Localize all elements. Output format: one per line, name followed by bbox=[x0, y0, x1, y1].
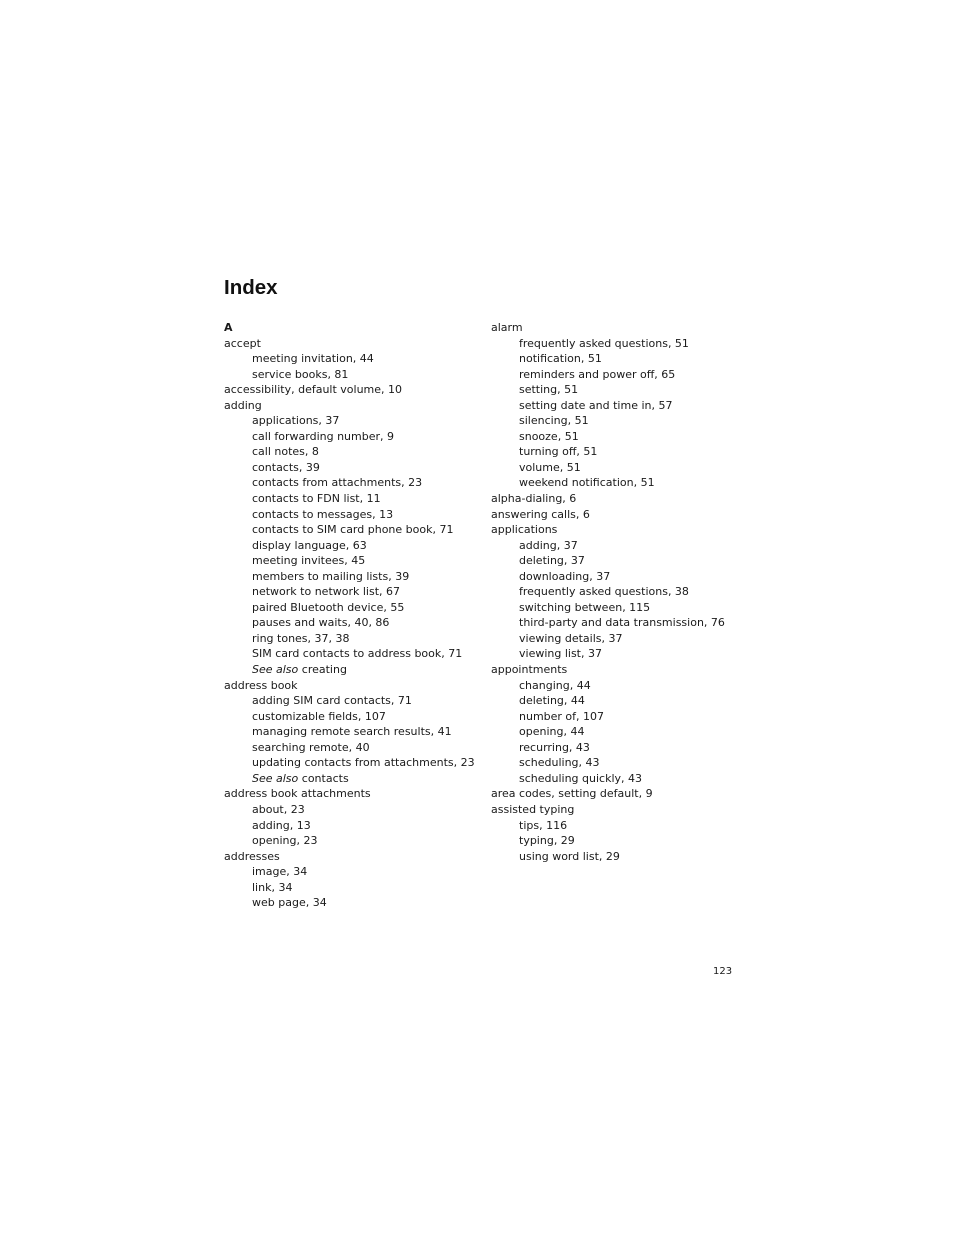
page-title: Index bbox=[224, 276, 278, 299]
index-sub-entry: snooze, 51 bbox=[519, 429, 579, 443]
index-sub-entry: contacts to FDN list, 11 bbox=[252, 492, 381, 506]
index-sub-entry: silencing, 51 bbox=[519, 414, 589, 428]
index-sub-entry: customizable fields, 107 bbox=[252, 709, 386, 723]
index-sub-entry: meeting invitees, 45 bbox=[252, 554, 366, 568]
index-sub-entry: notification, 51 bbox=[519, 352, 602, 366]
index-sub-entry: third-party and data transmission, 76 bbox=[519, 616, 725, 630]
index-sub-entry: about, 23 bbox=[252, 802, 305, 816]
index-sub-entry: setting date and time in, 57 bbox=[519, 398, 673, 412]
index-sub-entry: using word list, 29 bbox=[519, 849, 620, 863]
index-main-entry: accessibility, default volume, 10 bbox=[224, 383, 403, 397]
index-sub-entry: typing, 29 bbox=[519, 834, 575, 848]
see-also-label: See also bbox=[252, 771, 299, 785]
index-main-entry: alpha-dialing, 6 bbox=[491, 492, 577, 506]
index-main-entry: applications bbox=[491, 523, 558, 537]
index-sub-entry: viewing list, 37 bbox=[519, 647, 602, 661]
index-main-entry: appointments bbox=[491, 663, 568, 677]
index-sub-entry: adding, 13 bbox=[252, 818, 311, 832]
index-main-entry: accept bbox=[224, 336, 261, 350]
see-also-target: contacts bbox=[301, 771, 349, 785]
index-main-entry: addresses bbox=[224, 849, 280, 863]
index-sub-entry: frequently asked questions, 38 bbox=[519, 585, 689, 599]
index-column-right bbox=[491, 320, 751, 864]
index-sub-entry: paired Bluetooth device, 55 bbox=[252, 600, 405, 614]
index-see-also-entry bbox=[224, 662, 474, 678]
index-main-entry: adding bbox=[224, 398, 262, 412]
index-sub-entry: ring tones, 37, 38 bbox=[252, 631, 350, 645]
index-sub-entry: changing, 44 bbox=[519, 678, 591, 692]
index-main-entry: address book bbox=[224, 678, 298, 692]
index-sub-entry: volume, 51 bbox=[519, 460, 581, 474]
index-sub-entry: viewing details, 37 bbox=[519, 631, 623, 645]
index-sub-entry: scheduling quickly, 43 bbox=[519, 771, 643, 785]
index-sub-entry: meeting invitation, 44 bbox=[252, 352, 374, 366]
index-main-entry: area codes, setting default, 9 bbox=[491, 787, 653, 801]
index-sub-entry: deleting, 37 bbox=[519, 554, 585, 568]
index-main-entry: address book attachments bbox=[224, 787, 371, 801]
index-sub-entry: pauses and waits, 40, 86 bbox=[252, 616, 390, 630]
index-sub-entry: SIM card contacts to address book, 71 bbox=[252, 647, 463, 661]
index-sub-entry: call notes, 8 bbox=[252, 445, 319, 459]
index-sub-entry: searching remote, 40 bbox=[252, 740, 370, 754]
index-sub-entry: deleting, 44 bbox=[519, 694, 585, 708]
see-also-label: See also bbox=[252, 663, 299, 677]
index-sub-entry: network to network list, 67 bbox=[252, 585, 401, 599]
index-sub-entry: number of, 107 bbox=[519, 709, 605, 723]
index-sub-entry: recurring, 43 bbox=[519, 740, 590, 754]
page-number: 123 bbox=[713, 966, 733, 977]
index-sub-entry: link, 34 bbox=[252, 880, 293, 894]
index-sub-entry: reminders and power off, 65 bbox=[519, 367, 676, 381]
index-sub-entry: contacts, 39 bbox=[252, 460, 320, 474]
index-sub-entry: downloading, 37 bbox=[519, 569, 611, 583]
index-main-entry: answering calls, 6 bbox=[491, 507, 590, 521]
index-sub-entry: display language, 63 bbox=[252, 538, 367, 552]
index-sub-entry: contacts to messages, 13 bbox=[252, 507, 394, 521]
index-sub-entry: adding SIM card contacts, 71 bbox=[252, 694, 412, 708]
index-sub-entry: contacts from attachments, 23 bbox=[252, 476, 423, 490]
index-sub-entry: tips, 116 bbox=[519, 818, 568, 832]
index-sub-entry: service books, 81 bbox=[252, 367, 349, 381]
index-section-letter: A bbox=[224, 321, 233, 334]
index-sub-entry: managing remote search results, 41 bbox=[252, 725, 452, 739]
index-sub-entry: opening, 23 bbox=[252, 834, 318, 848]
index-sub-entry: updating contacts from attachments, 23 bbox=[252, 756, 475, 770]
index-sub-entry: turning off, 51 bbox=[519, 445, 598, 459]
index-sub-entry: setting, 51 bbox=[519, 383, 579, 397]
index-sub-entry: opening, 44 bbox=[519, 725, 585, 739]
index-main-entry: assisted typing bbox=[491, 802, 575, 816]
index-sub-entry: applications, 37 bbox=[252, 414, 340, 428]
index-sub-entry: switching between, 115 bbox=[519, 600, 651, 614]
index-sub-entry: frequently asked questions, 51 bbox=[519, 336, 689, 350]
index-column-left bbox=[224, 320, 474, 911]
see-also-target: creating bbox=[301, 663, 347, 677]
index-sub-entry: contacts to SIM card phone book, 71 bbox=[252, 523, 454, 537]
index-sub-entry: web page, 34 bbox=[252, 896, 327, 910]
index-main-entry: alarm bbox=[491, 321, 523, 334]
index-sub-entry: call forwarding number, 9 bbox=[252, 429, 395, 443]
index-sub-entry: members to mailing lists, 39 bbox=[252, 569, 410, 583]
index-sub-entry: image, 34 bbox=[252, 865, 308, 879]
index-sub-entry: adding, 37 bbox=[519, 538, 578, 552]
index-sub-entry: weekend notification, 51 bbox=[519, 476, 655, 490]
index-see-also-entry bbox=[224, 771, 474, 787]
index-sub-entry: scheduling, 43 bbox=[519, 756, 600, 770]
